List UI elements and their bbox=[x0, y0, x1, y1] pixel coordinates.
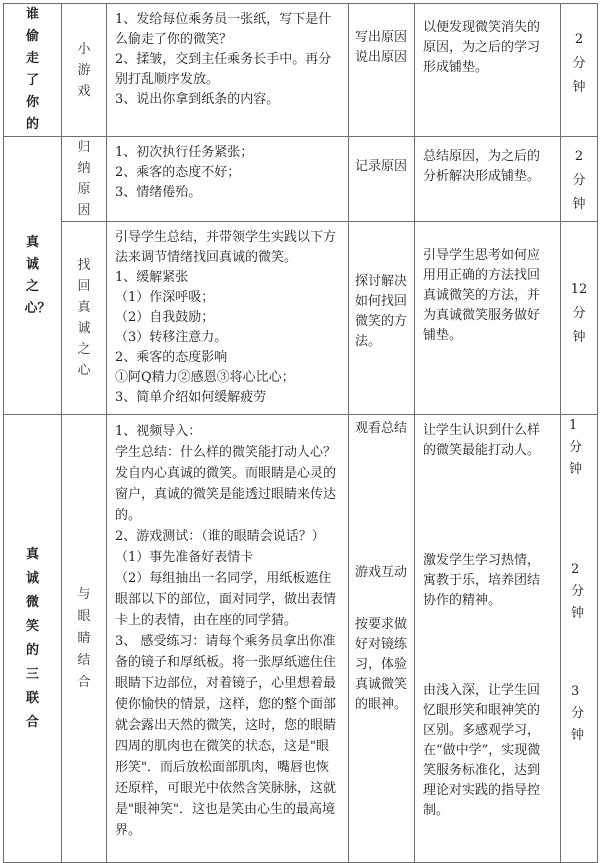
time-cell bbox=[561, 137, 598, 222]
goal-cell bbox=[415, 415, 561, 863]
lesson-plan-table bbox=[3, 3, 598, 863]
section-cell bbox=[4, 4, 62, 137]
content-line: 2、揉皱，交到主任乘务长手中。再分别打乱顺序发放。 bbox=[115, 52, 332, 87]
subtopic-cell bbox=[62, 222, 107, 415]
content-line: 发自内心真诚的微笑。而眼睛是心灵的窗户，真诚的微笑是能透过眼睛来传达的。 bbox=[115, 466, 337, 523]
goal-text: 激发学生学习热情，寓教于乐，培养团结协作的精神。 bbox=[423, 553, 541, 608]
content-line: 引导学生总结，并带领学生实践以下方法来调节情绪找回真诚的微笑。 bbox=[115, 230, 337, 265]
content-line: 3、 感受练习：请每个乘务员拿出你准备的镜子和厚纸板。将一张厚纸遮住住眼睛下边部位，对着镜子，心里想着最使你愉快的情景，这样，您的整个面部就会露出天然的微笑，这时，您的眼睛四周的肌肉也在微笑的状态，这是"眼形笑"．而后放松面部肌肉，嘴唇也恢还原样，可眼光中依然含笑脉脉，这就是"眼神笑"．这也是笑由心生的最高境界。 bbox=[115, 634, 337, 838]
content-line: 3、情绪倦殆。 bbox=[115, 185, 202, 200]
goal-cell bbox=[415, 4, 561, 137]
table-row bbox=[4, 415, 598, 863]
activity-cell bbox=[349, 4, 415, 137]
subtopic-label: 归纳原因 bbox=[77, 140, 91, 218]
time-text: 3分钟 bbox=[571, 684, 585, 743]
subtopic-label: 找回真诚之心 bbox=[77, 258, 91, 378]
time-text: 2分钟 bbox=[571, 562, 585, 621]
goal-text: 以便发现微笑消失的原因，为之后的学习形成铺垫。 bbox=[423, 20, 541, 75]
content-line: 2、乘客的态度不好； bbox=[115, 165, 241, 180]
content-line: 2、游戏测试：（谁的眼睛会说话？） bbox=[115, 529, 325, 544]
content-line: ①阿Q精力②感恩③将心比心； bbox=[115, 370, 295, 385]
content-line: （3）转移注意力。 bbox=[115, 330, 228, 345]
subtopic-label: 小游戏 bbox=[77, 41, 91, 99]
activity-cell bbox=[349, 415, 415, 863]
content-line: 1、初次执行任务紧张； bbox=[115, 145, 254, 160]
table-row bbox=[4, 222, 598, 415]
content-cell bbox=[107, 137, 349, 222]
content-line: （1）事先准备好表情卡 bbox=[115, 550, 254, 565]
content-line: 1、视频导入： bbox=[115, 424, 202, 439]
time-text: 2分钟 bbox=[572, 149, 586, 212]
activity-text: 游戏互动 bbox=[355, 565, 408, 580]
subtopic-cell bbox=[62, 4, 107, 137]
subtopic-label: 与眼睛结合 bbox=[77, 586, 91, 690]
time-cell bbox=[561, 222, 598, 415]
time-text: 1分钟 bbox=[569, 418, 583, 477]
content-line: 3、简单介绍如何缓解疲劳 bbox=[115, 390, 267, 405]
content-line: 3、说出你拿到纸条的内容。 bbox=[115, 92, 280, 107]
content-cell bbox=[107, 4, 349, 137]
section-title: 真诚之心？ bbox=[24, 234, 51, 316]
activity-text: 按要求做好对镜练习，体验真诚微笑的眼神。 bbox=[355, 617, 408, 712]
content-line: 2、乘客的态度影响 bbox=[115, 350, 228, 365]
activity-text: 记录原因 bbox=[355, 159, 408, 174]
content-cell bbox=[107, 222, 349, 415]
time-text: 2分钟 bbox=[572, 32, 586, 95]
goal-text: 总结原因，为之后的分析解决形成铺垫。 bbox=[423, 149, 541, 184]
table-row bbox=[4, 4, 598, 137]
goal-cell bbox=[415, 137, 561, 222]
activity-cell bbox=[349, 137, 415, 222]
table-row bbox=[4, 137, 598, 222]
content-line: 1、发给每位乘务员一张纸，写下是什么偷走了你的微笑？ bbox=[115, 12, 332, 47]
content-line: 1、缓解紧张 bbox=[115, 270, 189, 285]
content-line: （2）自我鼓励； bbox=[115, 310, 215, 325]
goal-text: 引导学生思考如何应用用正确的方法找回真诚微笑的方法，并为真诚微笑服务做好铺垫。 bbox=[423, 248, 541, 343]
goal-text: 由浅入深，让学生回忆眼形笑和眼神笑的区别。多感观学习，在“做中学”，实现微笑服务标准化，达到理论对实践的指导控制。 bbox=[423, 683, 541, 818]
time-cell bbox=[561, 4, 598, 137]
section-title: 真诚微笑的三联合 bbox=[25, 546, 39, 730]
section-cell bbox=[4, 415, 62, 863]
time-cell bbox=[561, 415, 598, 863]
subtopic-cell bbox=[62, 137, 107, 222]
activity-text: 探讨解决如何找回微笑的方法。 bbox=[355, 274, 408, 349]
time-text: 12分钟 bbox=[570, 282, 588, 345]
activity-text: 写出原因说出原因 bbox=[355, 30, 408, 65]
section-cell bbox=[4, 137, 62, 415]
subtopic-cell bbox=[62, 415, 107, 863]
content-cell bbox=[107, 415, 349, 863]
content-line: （2）每组抽出一名同学，用纸板遮住眼部以下的部位，面对同学，做出表情卡上的表情，由在座的同学猜。 bbox=[115, 571, 337, 628]
content-line: （1）作深呼吸； bbox=[115, 290, 215, 305]
activity-text: 观看总结 bbox=[355, 421, 408, 436]
section-title: 谁偷走了你的 bbox=[25, 7, 39, 132]
goal-text: 让学生认识到什么样的微笑最能打动人。 bbox=[423, 423, 541, 458]
activity-cell bbox=[349, 222, 415, 415]
goal-cell bbox=[415, 222, 561, 415]
content-line: 学生总结：什么样的微笑能打动人心？ bbox=[115, 445, 337, 460]
